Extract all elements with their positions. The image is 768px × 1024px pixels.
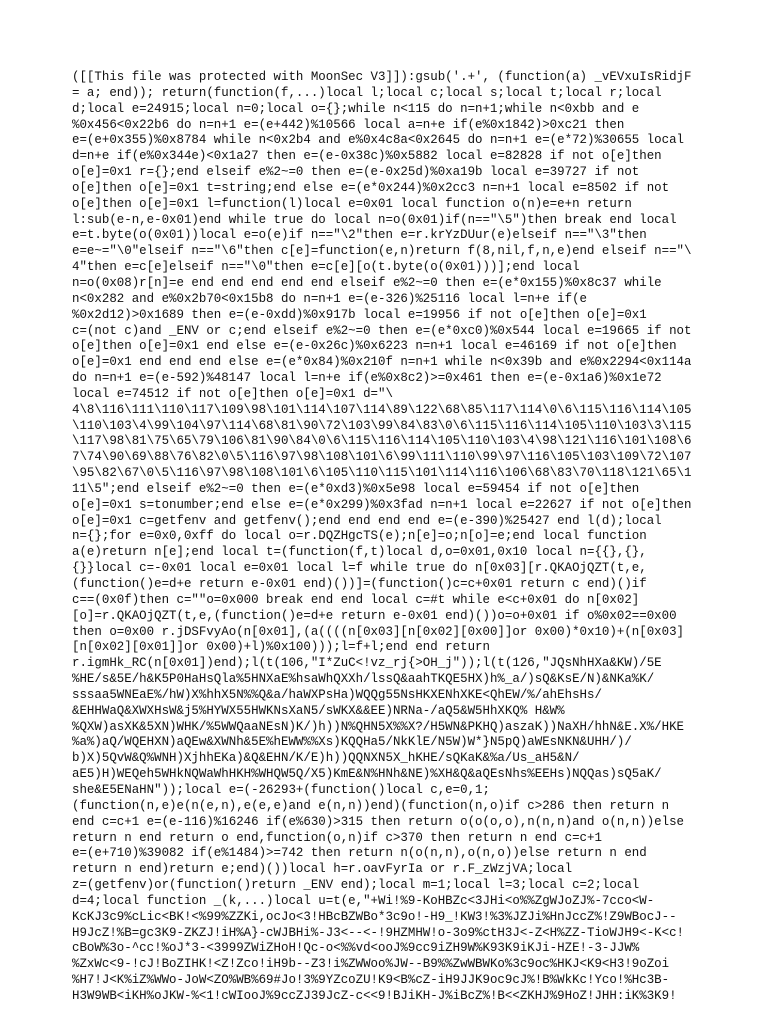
code-line: return n end)return e;end)())local h=r.oavFyrIa or r.F_zWzjVA;local — [72, 862, 573, 877]
code-line: o[e]=0x1 end end end else e=(e*0x84)%0x210f n=n+1 while n<0x39b and e%0x2294<0x114a — [72, 355, 692, 370]
code-line: l:sub(e-n,e-0x01)end while true do local n=o(0x01)if(n=="\5")then break end local — [72, 212, 677, 227]
code-line: H3W9WB<iKH%oJKW-%<1!cWIooJ%9ccZJ39JcZ-c<<9!BJiKH-J%iBcZ%!B<<ZKHJ%9HoZ!JHH:iK%3K9! — [72, 988, 677, 1003]
code-line: %a%)aQ/WQEHXN)aQEw&XWNh&5E%hEWW%%Xs)KQQHa5/NkKlE/N5W)W*}N5pQ)aWEsNKN&UHH/)/ — [72, 735, 632, 750]
code-line: %HE/s&5E/h&K5P0HaHsQla%5HNXaE%hsaWhQXXh/lssQ&aahTKQE5HX)h%_a/)sQ&KsE/N)&NKa%K/ — [72, 672, 655, 687]
code-line: o[e]=0x1 s=tonumber;end else e=(e*0x299)%0x3fad n=n+1 local e=22627 if not o[e]then — [72, 497, 692, 512]
code-line: %0x2d12)>0x1689 then e=(e-0xdd)%0x917b local e=19956 if not o[e]then o[e]=0x1 — [72, 307, 647, 322]
code-line: o[e]=0x1 c=getfenv and getfenv();end end end end e=(e-390)%25427 end l(d);local — [72, 513, 662, 528]
code-line: 4"then e=c[e]elseif n=="\0"then e=c[e][o(t.byte(o(0x01)))];end local — [72, 260, 580, 275]
code-line: &EHHWaQ&XWXHsW&j5%HYWX55HWKNsXaN5/sWKX&&EE)NRNa-/aQ5&W5HhXKQ% H&W% — [72, 703, 565, 718]
obfuscated-lua-code-block — [72, 70, 702, 1005]
code-line: r.igmHk_RC(n[0x01])end);l(t(106,"I*ZuC<!vz_rj{>OH_j"));l(t(126,"JQsNhHXa&KW)/5E — [72, 656, 662, 671]
code-line: return n end return o end,function(o,n)if c>370 then return n end c=c+1 — [72, 830, 602, 845]
code-line: then o=0x00 r.jDSFvyAo(n[0x01],(a((((n[0x03][n[0x02][0x00]]or 0x00)*0x10)+(n[0x03] — [72, 624, 685, 639]
code-line: H9JcZ!%B=gc3K9-ZKZJ!iH%A}-cWJBHi%-J3<--<-!9HZMHW!o-3o9%ctH3J<-Z<H%ZZ-TioWJH9<-K<c! — [72, 925, 685, 940]
code-line: %0x456<0x22b6 do n=n+1 e=(e+442)%10566 local a=n+e if(e%0x1842)>0xc21 then — [72, 117, 625, 132]
code-line: d=4;local function _(k,...)local u=t(e,"+Wi!%9-KoHBZc<3JHi<o%%ZgWJoZJ%-7cco<W- — [72, 893, 655, 908]
code-line: e=(e+710)%39082 if(e%1484)>=742 then return n(o(n,n),o(n,o))else return n end — [72, 846, 647, 861]
code-line: c=(not c)and _ENV or c;end elseif e%2~=0 then e=(e*0xc0)%0x544 local e=19665 if not — [72, 323, 692, 338]
code-line: end c=c+1 e=(e-116)%16246 if(e%630)>315 then return o(o(o,o),n(n,n)and o(n,n))else — [72, 814, 685, 829]
code-line: %QXW)asXK&5XN)WHK/%5WWQaaNEsN)K/)h))N%QHN5X%%X?/H5WN&PKHQ)aszaK))NaXH/hhN&E.X%/HKE — [72, 719, 685, 734]
code-line: n={};for e=0x0,0xff do local o=r.DQZHgcTS(e);n[e]=o;n[o]=e;end local function — [72, 529, 647, 544]
code-line: \117\98\81\75\65\79\106\81\90\84\0\6\115\116\114\105\110\103\4\98\121\116\101\108\6 — [72, 434, 692, 449]
code-line: o[e]=0x1 r={};end elseif e%2~=0 then e=(e-0x25d)%0xa19b local e=39727 if not — [72, 165, 640, 180]
code-line: (function()e=d+e return e-0x01 end)())]=(function()c=c+0x01 return c end)()if — [72, 577, 647, 591]
code-line: (function(n,e)e(n(e,n),e(e,e)and e(n,n))end)(function(n,o)if c>286 then return n — [72, 798, 670, 813]
code-line: o[e]then o[e]=0x1 t=string;end else e=(e*0x244)%0x2cc3 n=n+1 local e=8502 if not — [72, 180, 670, 195]
code-line: n=o(0x08)r[n]=e end end end end end elseif e%2~=0 then e=(e*0x155)%0x8c37 while — [72, 275, 662, 290]
code-line: a(e)return n[e];end local t=(function(f,t)local d,o=0x01,0x10 local n={{},{}, — [72, 545, 647, 560]
code-line: d=n+e if(e%0x344e)<0x1a27 then e=(e-0x38c)%0x5882 local e=82828 if not o[e]then — [72, 149, 662, 164]
code-line: ([[This file was protected with MoonSec V3]]):gsub('.+', (function(a) _vEVxuIsRidjF — [72, 70, 692, 84]
code-line: do n=n+1 e=(e-592)%48147 local l=n+e if(e%0x8c2)>=0x461 then e=(e-0x1a6)%0x1e72 — [72, 371, 662, 386]
code-line: n<0x282 and e%0x2b70<0x15b8 do n=n+1 e=(e-326)%25116 local l=n+e if(e — [72, 291, 587, 306]
code-line: %H7!J<K%iZ%WWo-JoW<ZO%WB%69#Jo!3%9YZcoZU!K9<B%cZ-iH9JJK9oc9cJ%!B%WkKc!Yco!%Hc3B- — [72, 973, 670, 988]
code-line: e=e~="\0"elseif n=="\6"then c[e]=function(e,n)return f(8,nil,f,n,e)end elseif n=="\ — [72, 244, 692, 259]
code-line: she&E5ENaHN"));local e=(-26293+(function()local c,e=0,1; — [72, 782, 490, 797]
code-line: o[e]then o[e]=0x1 end else e=(e-0x26c)%0x6223 n=n+1 local e=46169 if not o[e]then — [72, 339, 677, 354]
code-line: sssaa5WNEaE%/hW)X%hhX5N%%Q&a/haWXPsHa)WQQg55NsHKXENhXKE<QhEW/%/ahEhsHs/ — [72, 687, 602, 702]
code-line: {}}local c=-0x01 local e=0x01 local l=f while true do n[0x03][r.QKAOjQZT(t,e, — [72, 561, 647, 576]
code-line: d;local e=24915;local n=0;local o={};while n<115 do n=n+1;while n<0xbb and e — [72, 101, 640, 116]
code-line: 11\5";end elseif e%2~=0 then e=(e*0xd3)%0x5e98 local e=59454 if not o[e]then — [72, 481, 640, 496]
code-line: 7\74\90\69\88\76\82\0\5\116\97\98\108\101\6\99\111\110\99\97\116\105\103\109\72\107 — [72, 450, 692, 465]
code-line: c==(0x0f)then c=""o=0x000 break end end local c=#t while e<c+0x01 do n[0x02] — [72, 592, 640, 607]
code-line: KcKJ3c9%cLic<BK!<%99%ZZKi,ocJo<3!HBcBZWBo*3c9o!-H9_!KW3!%3%JZJi%HnJccZ%!Z9WBocJ-- — [72, 909, 677, 924]
code-line: o[e]then o[e]=0x1 l=function(l)local e=0x01 local function o(n)e=e+n return — [72, 196, 632, 211]
code-line: z=(getfenv)or(function()return _ENV end);local m=1;local l=3;local c=2;local — [72, 878, 640, 893]
code-line: b)X)5QvW&Q%WNH)XjhhEKa)&Q&EHN/K/E)h))QQNXN5X_hKHE/sQKaK&%a/Us_aH5&N/ — [72, 751, 580, 766]
code-line: \110\103\4\99\104\97\114\68\81\90\72\103\99\84\83\0\6\115\116\114\105\110\103\3\115 — [72, 418, 692, 433]
code-line: local e=74512 if not o[e]then o[e]=0x1 d="\ — [72, 386, 393, 401]
code-line: aE5)H)WEQeh5WHkNQWaWhHKH%WHQW5Q/X5)KmE&N%HNh&NE)%XH&Q&aQEsNhs%EEHs)NQQas)sQ5aK/ — [72, 767, 662, 782]
code-line: \95\82\67\0\5\116\97\98\108\101\6\105\110\115\101\114\116\106\68\83\70\118\121\65\1 — [72, 466, 692, 481]
code-line: e=(e+0x355)%0x8784 while n<0x2b4 and e%0x4c8a<0x2645 do n=n+1 e=(e*72)%30655 local — [72, 133, 685, 148]
code-line: e=t.byte(o(0x01))local e=o(e)if n=="\2"then e=r.krYzDUur(e)elseif n=="\3"then — [72, 228, 647, 243]
code-line: = a; end)); return(function(f,...)local l;local c;local s;local t;local r;local — [72, 85, 662, 100]
code-line: [n[0x02][0x01]]or 0x00)+l)%0x100)));l=f+l;end end return — [72, 640, 490, 655]
code-line: %ZxWc<9-!cJ!BoZIHK!<Z!Zco!iH9b--Z3!i%ZWWoo%JW--B9%%ZwWBWKo%3c9oc%HKJ<K9<H3!9oZoi — [72, 957, 670, 972]
code-line: [o]=r.QKAOjQZT(t,e,(function()e=d+e return e-0x01 end)())o=o+0x01 if o%0x02==0x00 — [72, 608, 677, 623]
code-line: cBoW%3o-^cc!%oJ*3-<3999ZWiZHoH!Qc-o<%%vd<ooJ%9cc9iZH9W%K93K9iKJi-HZE!-3-JJW% — [72, 941, 640, 956]
code-line: 4\8\116\111\110\117\109\98\101\114\107\114\89\122\68\85\117\114\0\6\115\116\114\105 — [72, 402, 692, 417]
